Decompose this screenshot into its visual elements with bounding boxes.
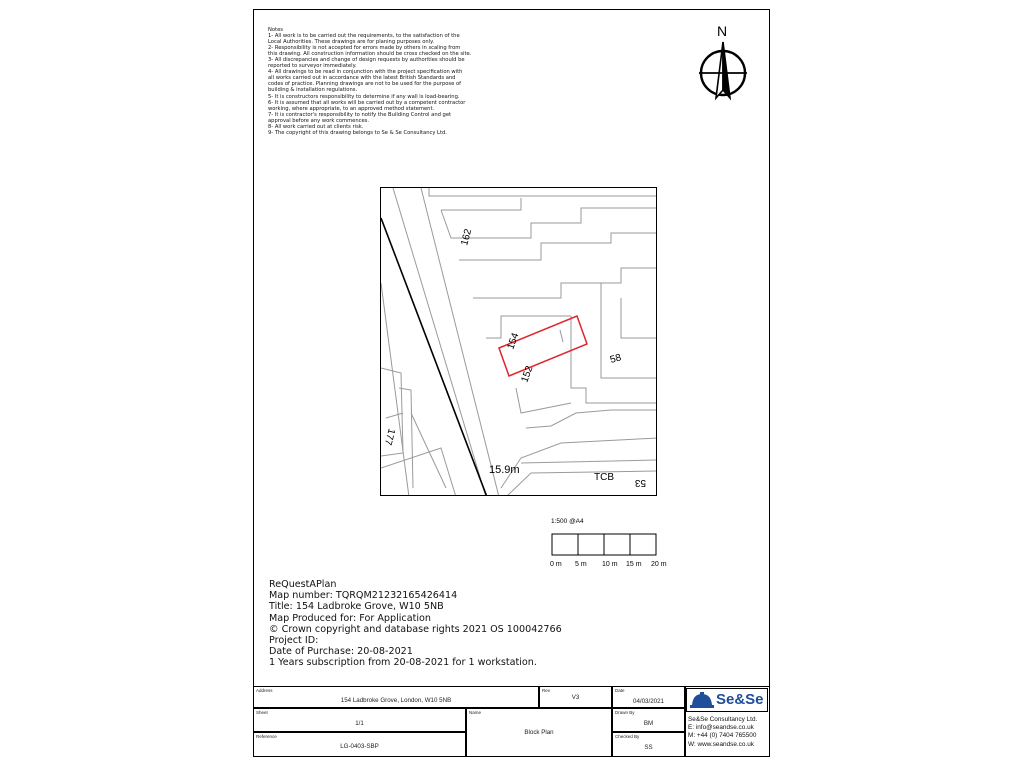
drawing-name-cell	[466, 708, 612, 757]
note-line: Local Authorities. These drawings are for planing purposes only.	[268, 39, 435, 46]
drawn-by-label: Drawn By	[615, 710, 635, 715]
map-produced-for: Map Produced for: For Application	[269, 612, 431, 624]
sheet-value: 1/1	[355, 720, 364, 727]
north-label: N	[717, 23, 728, 39]
note-line: building & installation regulations.	[268, 87, 358, 94]
checked-by-value: SS	[644, 744, 653, 751]
sheet-label: Sheet	[256, 710, 268, 715]
label-162: 162	[459, 227, 475, 247]
note-line: 3- All discrepancies and change of design requests by authorities should be	[268, 57, 465, 64]
note-line: this drawing. All construction information should be cross checked on the site.	[268, 51, 472, 58]
sheet-cell	[253, 708, 466, 732]
address-label: Address	[256, 688, 273, 693]
checked-by-label: Checked By	[615, 734, 640, 739]
logo-text: Se&Se	[716, 691, 764, 708]
reference-cell	[253, 732, 466, 757]
note-line: working, where appropriate, to an approved method statement.	[268, 105, 435, 112]
note-line: 4- All drawings to be read in conjunction with the project specification with	[268, 69, 463, 76]
block-plan-map	[380, 187, 657, 496]
label-152: 152	[519, 364, 536, 385]
company-name: Se&Se Consultancy Ltd.	[688, 716, 758, 723]
address-cell	[253, 686, 539, 708]
drawing-name: Block Plan	[524, 729, 554, 736]
company-web: W: www.seandse.co.uk	[688, 740, 754, 748]
reference-value: LG-0403-SBP	[340, 743, 379, 750]
company-details	[688, 716, 757, 749]
brand-name: ReQuestAPlan	[269, 579, 337, 590]
label-177: 177	[381, 427, 397, 447]
name-label: Name	[469, 710, 482, 715]
note-line: 6- It is assumed that all works will be carried out by a competent contractor	[268, 99, 466, 106]
scale-tick: 15 m	[626, 561, 642, 568]
note-line: 7- It is contractor's responsibility to notify the Building Control and get	[268, 111, 452, 118]
scale-tick: 10 m	[602, 561, 618, 568]
note-line: all works carried out in accordance with the latest British Standards and	[268, 75, 456, 82]
north-compass	[690, 20, 760, 110]
date-cell	[612, 686, 685, 708]
rev-cell	[539, 686, 612, 708]
company-phone: M: +44 (0) 7404 765500	[688, 732, 757, 740]
note-line: approval before any work commences.	[268, 117, 370, 124]
project-id: Project ID:	[269, 635, 319, 647]
notes-heading: Notes	[268, 27, 283, 33]
map-info	[269, 579, 562, 669]
map-number: Map number: TQRQM21232165426414	[269, 590, 458, 602]
drawn-by-value: BM	[643, 720, 654, 727]
note-line: reported to surveyor immediately.	[268, 63, 357, 70]
address-value: 154 Ladbroke Grove, London, W10 5NB	[340, 697, 452, 704]
reference-label: Reference	[256, 734, 277, 739]
scale-tick: 0 m	[550, 561, 562, 568]
date-value: 04/03/2021	[633, 698, 664, 705]
note-line: 1- All work is to be carried out the requirements, to the satisfaction of the	[268, 33, 460, 40]
purchase-date: Date of Purchase: 20-08-2021	[269, 646, 413, 658]
notes-block	[268, 27, 528, 136]
rev-value: V3	[571, 694, 580, 701]
date-label: Date	[615, 688, 625, 693]
label-58: 58	[608, 352, 623, 366]
scale-label: 1:500 @A4	[551, 518, 584, 525]
scale-bar	[551, 533, 661, 557]
label-tcb: TCB	[594, 472, 614, 483]
label-154: 154	[505, 331, 522, 352]
note-line: 5- It is constructors responsibility to determine if any wall is load-bearing.	[268, 93, 460, 100]
note-line: 2- Responsibility is not accepted for errors made by others in scaling from	[268, 45, 461, 52]
hardhat-icon	[689, 690, 715, 710]
copyright: © Crown copyright and database rights 2021 OS 100042766	[269, 623, 562, 635]
scale-tick: 5 m	[575, 561, 587, 568]
note-line: 8- All work carried out at clients risk.	[268, 123, 364, 130]
company-logo	[686, 688, 768, 712]
note-line: 9- The copyright of this drawing belongs to Se & Se Consultancy Ltd.	[268, 129, 447, 136]
note-line: codes of practice. Planning drawings are not to be used for the purpose of	[268, 81, 461, 88]
scale-tick: 20 m	[651, 561, 667, 568]
company-email: E: info@seandse.co.uk	[688, 724, 754, 732]
checked-by-cell	[612, 732, 685, 757]
subscription: 1 Years subscription from 20-08-2021 for 1 workstation.	[269, 657, 537, 669]
road-width-label: 15.9m	[489, 464, 520, 476]
rev-label: Rev	[542, 688, 551, 693]
drawn-by-cell	[612, 708, 685, 732]
label-53: 53	[634, 477, 646, 488]
map-title: Title: 154 Ladbroke Grove, W10 5NB	[269, 601, 444, 613]
map-drawing	[381, 188, 657, 496]
